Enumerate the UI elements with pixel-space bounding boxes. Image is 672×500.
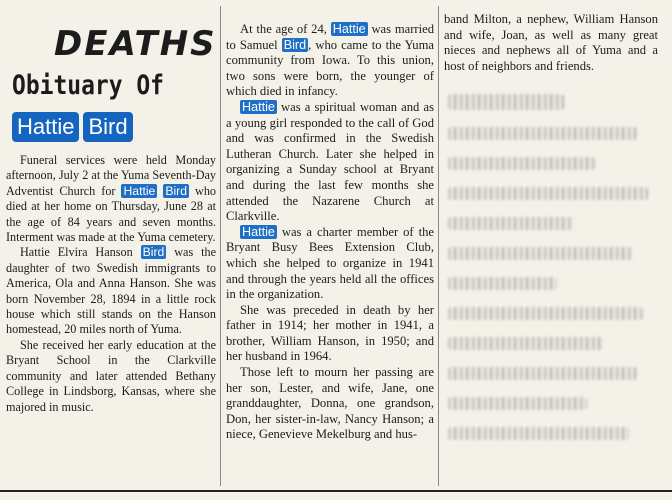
column-rule-2 bbox=[438, 6, 439, 486]
blurred-line bbox=[448, 127, 637, 140]
blurred-line bbox=[448, 337, 603, 350]
highlight-last-name: Bird bbox=[142, 245, 165, 260]
paragraph-survivors-cont: band Milton, a nephew, William Hanson and wife, Joan, as well as many great nieces and nephews all of Yuma and a host of neighbors and friends. bbox=[444, 12, 658, 73]
paragraph-birth bbox=[6, 245, 216, 337]
paragraph-club bbox=[226, 225, 434, 303]
text-span: Funeral services were held Monday afternoon, July 2 at the Yuma Seventh-Day Adventist Church for bbox=[6, 153, 216, 198]
section-heading: DEATHS bbox=[54, 24, 217, 64]
blurred-line bbox=[448, 307, 643, 320]
blurred-line bbox=[448, 397, 587, 410]
text-span: was the daughter of two Swedish immigrants to America, Ola and Anna Hanson. She was born November 28, 1894 in a little rock house which still stands on the Hanson homestead, 20 miles north of Yuma. bbox=[6, 245, 217, 337]
highlight-first-name: Hattie bbox=[332, 22, 366, 36]
blurred-line bbox=[448, 217, 574, 230]
headline-name bbox=[12, 112, 216, 147]
blurred-line bbox=[448, 187, 648, 200]
paragraph-marriage bbox=[226, 22, 434, 100]
highlight-last-name: Bird bbox=[283, 37, 307, 52]
column-2 bbox=[226, 0, 434, 443]
blurred-line bbox=[448, 157, 595, 170]
paragraph-preceded: She was preceded in death by her father in 1914; her mother in 1941, a brother, William Hanson, in 1950; and her husband in 1964. bbox=[226, 302, 434, 364]
blurred-line bbox=[448, 94, 564, 110]
text-span: , who came to the Yuma community from Iowa. To this union, two sons were born, the younger of which died in infancy. bbox=[226, 37, 434, 99]
paragraph-faith bbox=[226, 100, 434, 225]
text-span: was a charter member of the Bryant Busy Bees Extension Club, which she helped to organize in 1941 and through the years held all the offices in the organization. bbox=[226, 224, 434, 302]
column-rule-1 bbox=[220, 6, 221, 486]
text-span: At the age of 24, bbox=[240, 22, 331, 36]
text-span: was married to Samuel bbox=[226, 22, 434, 52]
paragraph-funeral bbox=[6, 153, 216, 245]
blurred-line bbox=[448, 427, 629, 440]
highlight-first-name: Hattie bbox=[242, 224, 275, 239]
highlight-last-name: Bird bbox=[165, 183, 188, 198]
column-1 bbox=[6, 0, 216, 415]
blurred-text-region bbox=[448, 94, 658, 454]
highlight-first-name: Hattie bbox=[123, 183, 156, 198]
bottom-rule bbox=[0, 490, 672, 492]
headline-first-name: Hattie bbox=[12, 112, 79, 142]
highlight-first-name: Hattie bbox=[242, 99, 275, 114]
headline-line-1: Obituary Of bbox=[12, 70, 164, 101]
blurred-line bbox=[448, 247, 633, 260]
blurred-line bbox=[448, 367, 637, 380]
text-span: Hattie Elvira Hanson bbox=[20, 245, 141, 260]
text-span: who died at her home on Thursday, June 28 at the age of 84 years and seven months. Interment was made at the Yuma cemetery. bbox=[6, 183, 217, 245]
blurred-line bbox=[448, 277, 557, 290]
headline-last-name: Bird bbox=[83, 112, 132, 142]
column-3 bbox=[444, 0, 658, 454]
text-span: was a spiritual woman and as a young girl responded to the call of God and was confirmed in the Swedish Lutheran Church. Later she helped in organizing a Sunday school at Bryant and during the last few months she attended the Nazarene Church at Clarkville. bbox=[226, 99, 434, 224]
paragraph-survivors: Those left to mourn her passing are her son, Lester, and wife, Jane, one granddaughter, Donna, one grandson, Don, her sister-in-law, Nancy Hanson; a niece, Genevieve Mekelburg and hus- bbox=[226, 365, 434, 442]
paragraph-education: She received her early education at the Bryant School in the Clarkville community and later attended Bethany College in Lindsborg, Kansas, where she majored in music. bbox=[6, 337, 216, 414]
